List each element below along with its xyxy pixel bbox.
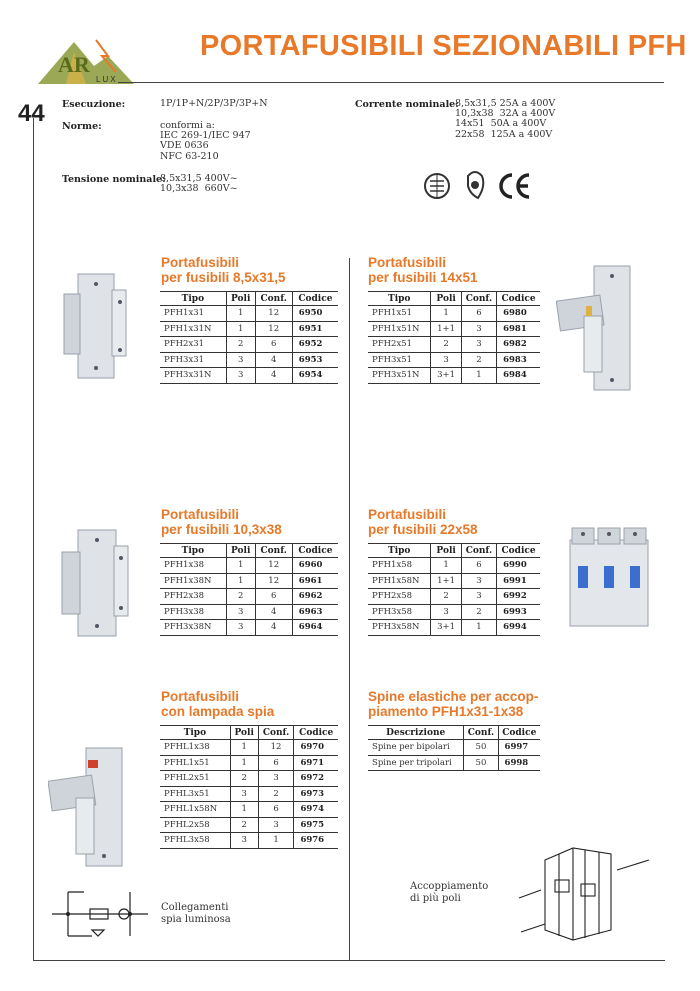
cell-code: 6972: [294, 771, 338, 787]
cell-type: PFH1x51: [368, 306, 431, 322]
cell-poles: 3: [226, 352, 255, 368]
cell-conf: 4: [255, 620, 292, 636]
cell-code: 6982: [497, 337, 540, 353]
section-title-pins: [368, 690, 538, 719]
section-title-22x58: [368, 508, 478, 537]
cell-conf: 6: [258, 802, 294, 818]
section-title-line: con lampada spia: [161, 703, 275, 719]
product-table-8x31: [160, 291, 338, 384]
cell-poles: 3: [431, 352, 461, 368]
cell-poles: 2: [226, 589, 255, 605]
table-row: [160, 786, 338, 802]
cell-type: PFH2x51: [368, 337, 431, 353]
cell-type: PFH1x58N: [368, 573, 431, 589]
table-row: [368, 620, 540, 636]
table-row: [368, 352, 540, 368]
coupling-caption: Accoppiamento di più poli: [410, 881, 489, 904]
vde-mark-icon: [464, 170, 486, 202]
table-row: [368, 306, 540, 322]
cell-conf: 4: [255, 368, 292, 384]
table-row: [160, 802, 338, 818]
cell-conf: 6: [461, 306, 496, 322]
cell-code: 6993: [497, 604, 540, 620]
cell-code: 6963: [292, 604, 338, 620]
cell-poles: 3+1: [431, 620, 461, 636]
cell-conf: 6: [461, 558, 496, 574]
wiring-caption: Collegamenti spia luminosa: [161, 902, 231, 925]
cell-type: PFH3x58: [368, 604, 431, 620]
section-title-line: Portafusibili: [161, 507, 240, 522]
cell-conf: 1: [461, 368, 496, 384]
table-row: [160, 352, 338, 368]
cell-type: PFH1x51N: [368, 321, 431, 337]
cell-code: 6976: [294, 833, 338, 849]
cell-type: PFH1x58: [368, 558, 431, 574]
cell-poles: 1: [226, 573, 255, 589]
col-header: Tipo: [160, 726, 230, 740]
cell-code: 6981: [497, 321, 540, 337]
col-header: Codice: [292, 544, 338, 558]
norms-value: conformi a: IEC 269-1/IEC 947 VDE 0636 NFC 63-210: [160, 120, 251, 162]
cell-type: PFH3x31: [160, 352, 226, 368]
section-title-line: piamento PFH1x31-1x38: [368, 703, 524, 719]
cell-conf: 3: [461, 321, 496, 337]
wiring-diagram-image: [48, 884, 152, 944]
cell-poles: 2: [226, 337, 255, 353]
table-row: [368, 755, 540, 771]
table-row: [368, 604, 540, 620]
current-value: 8,5x31,5 25A a 400V 10,3x38 32A a 400V 14x51 50A a 400V 22x58 125A a 400V: [455, 98, 556, 140]
cell-conf: 6: [255, 337, 292, 353]
cell-conf: 12: [255, 306, 292, 322]
table-row: [160, 755, 338, 771]
section-title-line: Spine elastiche per accop-: [368, 689, 539, 704]
frame-bottom-rule: [33, 960, 665, 961]
cell-poles: 3+1: [431, 368, 461, 384]
cell-poles: 1: [230, 802, 258, 818]
section-title-line: per fusibili 22x58: [368, 521, 478, 537]
table-row: [160, 573, 338, 589]
cell-conf: 12: [255, 558, 292, 574]
table-row: [160, 817, 338, 833]
header-rule: [118, 82, 664, 83]
cell-type: PFHL2x51: [160, 771, 230, 787]
cell-poles: 1: [226, 321, 255, 337]
cell-code: 6974: [294, 802, 338, 818]
cell-poles: 1+1: [431, 321, 461, 337]
imq-mark-icon: [423, 170, 451, 202]
cell-conf: 2: [461, 352, 496, 368]
cell-code: 6954: [292, 368, 338, 384]
table-row: [160, 321, 338, 337]
table-row: [160, 589, 338, 605]
cell-type: PFH2x31: [160, 337, 226, 353]
cell-code: 6970: [294, 740, 338, 756]
cell-type: PFH2x38: [160, 589, 226, 605]
cell-code: 6950: [292, 306, 338, 322]
section-title-line: Portafusibili: [368, 255, 447, 270]
column-divider: [349, 258, 350, 960]
table-row: [160, 740, 338, 756]
cell-code: 6994: [497, 620, 540, 636]
cell-conf: 12: [258, 740, 294, 756]
cell-type: PFHL1x58N: [160, 802, 230, 818]
cell-conf: 3: [258, 817, 294, 833]
table-row: [160, 306, 338, 322]
cell-code: 6960: [292, 558, 338, 574]
current-label: Corrente nominale:: [355, 99, 459, 110]
table-row: [160, 604, 338, 620]
cell-conf: 3: [258, 771, 294, 787]
cell-type: PFHL2x58: [160, 817, 230, 833]
cell-conf: 3: [461, 337, 496, 353]
cell-type: PFH3x58N: [368, 620, 431, 636]
voltage-value: 8,5x31,5 400V~ 10,3x38 660V~: [160, 173, 238, 195]
cell-description: Spine per bipolari: [368, 740, 464, 756]
cell-type: PFH1x38: [160, 558, 226, 574]
cell-type: PFH1x31N: [160, 321, 226, 337]
table-row: [368, 740, 540, 756]
cell-poles: 1: [230, 755, 258, 771]
cell-type: PFH1x38N: [160, 573, 226, 589]
cell-code: 6964: [292, 620, 338, 636]
section-title-line: Portafusibili: [161, 255, 240, 270]
cell-code: 6983: [497, 352, 540, 368]
col-header: Poli: [226, 292, 255, 306]
cell-code: 6984: [497, 368, 540, 384]
cell-poles: 3: [226, 620, 255, 636]
cell-type: PFHL3x58: [160, 833, 230, 849]
cell-conf: 4: [255, 604, 292, 620]
execution-label: Esecuzione:: [62, 99, 126, 110]
cell-poles: 3: [226, 604, 255, 620]
col-header: Codice: [292, 292, 338, 306]
col-header: Tipo: [368, 544, 431, 558]
cell-code: 6992: [497, 589, 540, 605]
col-header: Tipo: [160, 544, 226, 558]
arlux-logo: [36, 36, 136, 86]
table-row: [368, 321, 540, 337]
fuse-holder-14x51-open-image: [556, 262, 640, 394]
table-row: [368, 573, 540, 589]
section-title-line: per fusibili 8,5x31,5: [161, 269, 286, 285]
cell-conf: 12: [255, 321, 292, 337]
section-title-14x51: [368, 256, 478, 285]
col-header: Poli: [226, 544, 255, 558]
cell-conf: 6: [258, 755, 294, 771]
cell-conf: 4: [255, 352, 292, 368]
cell-code: 6952: [292, 337, 338, 353]
cell-conf: 1: [258, 833, 294, 849]
product-table-lamp: [160, 725, 338, 849]
table-row: [160, 368, 338, 384]
page-title: PORTAFUSIBILI SEZIONABILI PFH: [200, 30, 687, 62]
coupling-drawing-image: [515, 840, 655, 946]
cell-code: 6962: [292, 589, 338, 605]
table-row: [368, 558, 540, 574]
cell-poles: 1: [226, 306, 255, 322]
cell-code: 6953: [292, 352, 338, 368]
table-row: [160, 620, 338, 636]
cell-type: PFH3x31N: [160, 368, 226, 384]
cell-type: PFH3x51: [368, 352, 431, 368]
page-number: 44: [18, 100, 45, 127]
cell-conf: 3: [461, 573, 496, 589]
cell-conf: 50: [464, 755, 498, 771]
cell-conf: 12: [255, 573, 292, 589]
col-header: Poli: [431, 292, 461, 306]
cell-poles: 3: [226, 368, 255, 384]
table-row: [368, 368, 540, 384]
cell-conf: 2: [258, 786, 294, 802]
cell-poles: 1: [230, 740, 258, 756]
col-header: Poli: [431, 544, 461, 558]
cell-code: 6991: [497, 573, 540, 589]
cell-type: PFH2x58: [368, 589, 431, 605]
col-header: Tipo: [160, 292, 226, 306]
cell-code: 6971: [294, 755, 338, 771]
cell-poles: 2: [230, 771, 258, 787]
cell-type: PFHL3x51: [160, 786, 230, 802]
table-row: [160, 771, 338, 787]
cell-code: 6961: [292, 573, 338, 589]
logo-letters: AR: [58, 52, 90, 77]
product-table-pins: [368, 725, 540, 771]
cell-description: Spine per tripolari: [368, 755, 464, 771]
table-row: [160, 833, 338, 849]
cell-conf: 50: [464, 740, 498, 756]
col-header: Conf.: [464, 726, 498, 740]
execution-value: 1P/1P+N/2P/3P/3P+N: [160, 98, 268, 109]
frame-left-rule: [33, 118, 34, 960]
cell-poles: 2: [431, 589, 461, 605]
cell-poles: 3: [230, 833, 258, 849]
product-table-10x38: [160, 543, 338, 636]
section-title-lamp: [161, 690, 274, 719]
col-header: Conf.: [461, 292, 496, 306]
voltage-label: Tensione nominale:: [62, 174, 166, 185]
ce-mark-icon: [498, 172, 532, 200]
cell-type: PFHL1x51: [160, 755, 230, 771]
product-table-14x51: [368, 291, 540, 384]
col-header: Conf.: [258, 726, 294, 740]
norms-label: Norme:: [62, 121, 102, 132]
fuse-holder-10x38-image: [56, 528, 136, 640]
cell-poles: 3: [431, 604, 461, 620]
cell-code: 6990: [497, 558, 540, 574]
cell-conf: 1: [461, 620, 496, 636]
cell-code: 6997: [498, 740, 540, 756]
cell-type: PFH3x38N: [160, 620, 226, 636]
fuse-holder-1p-image: [58, 272, 134, 382]
table-row: [368, 589, 540, 605]
cell-poles: 1: [431, 306, 461, 322]
cell-code: 6980: [497, 306, 540, 322]
section-title-line: per fusibili 10,3x38: [161, 521, 282, 537]
cell-poles: 1+1: [431, 573, 461, 589]
cell-code: 6951: [292, 321, 338, 337]
cell-code: 6998: [498, 755, 540, 771]
section-title-line: per fusibili 14x51: [368, 269, 478, 285]
cell-type: PFH3x38: [160, 604, 226, 620]
col-header: Codice: [497, 292, 540, 306]
cell-type: PFHL1x38: [160, 740, 230, 756]
cell-type: PFH1x31: [160, 306, 226, 322]
section-title-8x31: [161, 256, 286, 285]
cell-poles: 2: [230, 817, 258, 833]
cell-poles: 2: [431, 337, 461, 353]
table-row: [160, 558, 338, 574]
section-title-line: Portafusibili: [368, 507, 447, 522]
col-header: Codice: [497, 544, 540, 558]
col-header: Conf.: [461, 544, 496, 558]
section-title-line: Portafusibili: [161, 689, 240, 704]
table-row: [368, 337, 540, 353]
cell-conf: 3: [461, 589, 496, 605]
cell-code: 6973: [294, 786, 338, 802]
fuse-holder-lamp-image: [48, 744, 132, 872]
table-row: [160, 337, 338, 353]
col-header: Conf.: [255, 292, 292, 306]
col-header: Codice: [294, 726, 338, 740]
fuse-holder-22x58-3p-image: [568, 526, 650, 630]
col-header: Codice: [498, 726, 540, 740]
col-header: Tipo: [368, 292, 431, 306]
cell-code: 6975: [294, 817, 338, 833]
cell-poles: 3: [230, 786, 258, 802]
section-title-10x38: [161, 508, 282, 537]
logo-sub: LUX: [96, 75, 118, 84]
cell-type: PFH3x51N: [368, 368, 431, 384]
col-header: Conf.: [255, 544, 292, 558]
cell-poles: 1: [431, 558, 461, 574]
cell-conf: 6: [255, 589, 292, 605]
cell-conf: 2: [461, 604, 496, 620]
col-header: Descrizione: [368, 726, 464, 740]
product-table-22x58: [368, 543, 540, 636]
col-header: Poli: [230, 726, 258, 740]
cell-poles: 1: [226, 558, 255, 574]
